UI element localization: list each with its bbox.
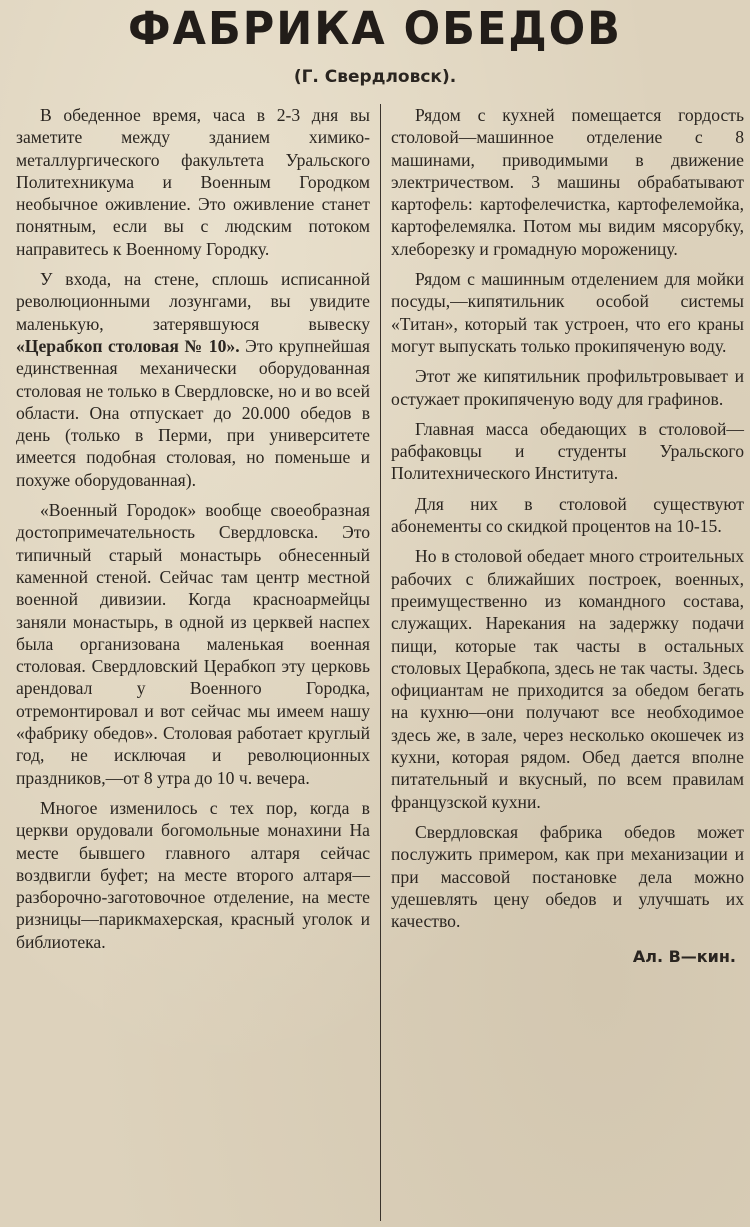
right-column [380, 104, 744, 1221]
right-paragraph-7: Свердловская фабрика обедов может послужить примером, как при механизации и при массовой постановке дела можно удешевлять цену обедов и улучшать их качество. [391, 821, 744, 932]
article-columns [16, 104, 744, 1221]
right-paragraph-6: Но в столовой обедает много строительных рабочих с ближайших построек, военных, преимущественно из командного состава, служащих. Нарекания на задержку подачи пищи, которые так часты в остальных столовых Церабкопа, здесь не так часты. Здесь официантам не приходится за обедом бегать на кухню—они получают все необходимое здесь же, в зале, через несколько окошечек из кухни, которая рядом. Обед дается вполне питательный и вкусный, по всем правилам французской кухни. [391, 546, 744, 812]
left-column [16, 104, 380, 1221]
left-paragraph-2-text-a: У входа, на стене, сплошь исписанной революционными лозунгами, вы увидите маленькую, затерявшуюся вывеску [16, 269, 370, 334]
right-paragraph-2: Рядом с машинным отделением для мойки посуды,—кипятильник особой системы «Титан», который так устроен, что его краны могут выпускать только прокипяченую воду. [391, 269, 744, 356]
left-paragraph-2-text-b: Это крупнейшая единственная механически оборудованная столовая не только в Свердловске, но и во всей области. Она отпускает до 20.000 обедов в день (только в Перми, при университете имеется подобная столовая, но поменьше и похуже оборудованная). [16, 335, 370, 490]
left-paragraph-2 [16, 268, 370, 491]
right-paragraph-3: Этот же кипятильник профильтровывает и остужает прокипяченую воду для графинов. [391, 366, 744, 409]
author-signature: Ал. В—кин. [632, 947, 736, 967]
canteen-sign-text: «Церабкоп столовая № 10». [16, 335, 240, 356]
left-paragraph-1: В обеденное время, часа в 2-3 дня вы заметите между зданием химико-металлургического факультета Уральского Политехникума и Военным Городком необычное оживление. Это оживление станет понятным, если вы с людским потоком направитесь к Военному Городку. [16, 105, 370, 259]
headline: ФАБРИКА ОБЕДОВ [128, 2, 622, 56]
left-paragraph-3: «Военный Городок» вообще своеобразная достопримечательность Свердловска. Это типичный старый монастырь обнесенный каменной стеной. Сейчас там центр местной военной дивизии. Когда красноармейцы заняли монастырь, в одной из церквей наспех была организована маленькая военная столовая. Свердловский Церабкоп эту церковь арендовал у Военного Городка, отремонтировал и вот сейчас мы имеем нашу «фабрику обедов». Столовая работает круглый год, не исключая и революционных праздников,—от 8 утра до 10 ч. вечера. [16, 500, 370, 788]
subtitle: (Г. Свердловск). [293, 67, 457, 87]
left-paragraph-4: Многое изменилось с тех пор, когда в церкви орудовали богомольные монахини На месте бывшего главного алтаря сейчас воздвигли буфет; на месте второго алтаря—разборочно-заготовочное отделение, на месте ризницы—парикмахерская, красный уголок и библиотека. [16, 797, 370, 952]
right-paragraph-5: Для них в столовой существуют абонементы со скидкой процентов на 10-15. [391, 493, 744, 537]
right-paragraph-1: Рядом с кухней помещается гордость столовой—машинное отделение с 8 машинами, приводимыми в движение электричеством. 3 машины обрабатывают картофель: картофелечистка, картофелемойка, картофелемялка. Потом мы видим мясорубку, хлеборезку и громадную мороженицу. [391, 105, 744, 259]
right-paragraph-4: Главная масса обедающих в столовой—рабфаковцы и студенты Уральского Политехнического Института. [391, 418, 744, 484]
